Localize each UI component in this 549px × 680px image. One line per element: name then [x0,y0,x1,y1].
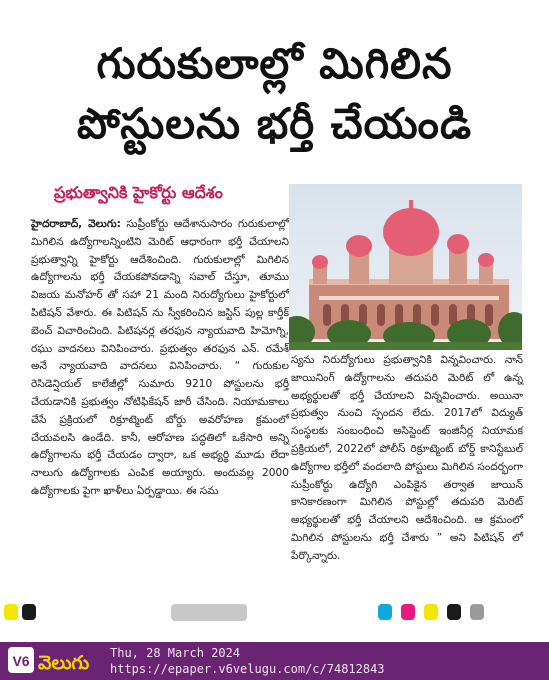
logo-wordmark: వెలుగు [38,652,90,674]
registration-swatch-cyan [378,604,392,620]
registration-swatch-magenta [401,604,415,620]
v6-velugu-logo-icon [8,645,100,677]
body-left-text: సుప్రీంకోర్టు ఆదేశానుసారం గురుకులాల్లో మిగిలిన ఉద్యోగాలన్నింటిని మెరిట్ ఆధారంగా భర్తీ చేయాలని ప్రభుత్వాన్ని హైకోర్టు ఆదేశించింది. గురుకులాల్లో మిగిలిన ఉద్యోగాలను భర్తీ చేయకపోవడాన్ని సవాల్ చేస్తూ, తూము విజయ మనోహర్ తో సహా 21 మంది నిరుద్యోగులు హైకోర్టులో పిటిషన్ వేశారు. ఈ పిటిషన్ ను స్వీకరించిన జస్టిస్ పుల్ల కార్తీక్ బెంచ్ విచారించింది. పిటిషనర్ల తరఫున న్యాయవాది హిమోగ్ని, రఘు వాదనలు వినిపించారు. ప్రభుత్వం తరఫున ఎన్. రమేశ్ అనే న్యాయవాది వాదనలు వినిపించారు. “ గురుకుల రెసిడెన్షియల్ కాలేజీల్లో సుమారు 9210 పోస్టులను భర్తీ చేయడానికి ప్రభుత్వం నోటిఫికేషన్ జారీ చేసింది. నియామకాలు చేసే ప్రక్రియలో రిక్రూట్మెంట్ బోర్డు అవరోహణ క్రమంలో చేయవలసి ఉండేది. కానీ, ఆరోహణ పద్ధతిలో ఒకేసారి అన్ని ఉద్యోగాలను భర్తీ చేయడం ద్వారా, ఒక అభ్యర్థి మూడు లేదా నాలుగు ఉద్యోగాలకు ఎంపిక అయ్యారు. అందువల్ల 2000 ఉద్యోగాలకు పైగా ఖాళీలు ఏర్పడ్డాయి. ఈ సమ [31,218,289,497]
registration-swatch-grey [470,604,484,620]
v6-velugu-logo[interactable] [8,645,100,677]
edition-date: Thu, 28 March 2024 [110,646,241,660]
article-body-left [31,216,289,501]
headline-line-1: గురుకులాల్లో మిగిలిన [96,39,453,88]
registration-swatch-yellow [4,604,18,620]
logo-badge-text: V6 [12,653,30,669]
article-body-right: స్యను నిరుద్యోగులు ప్రభుత్వానికి విన్నవించారు. నాన్ జాయినింగ్ ఉద్యోగాలను తదుపరి మెరిట్ లో ఉన్న అభ్యర్థులతో భర్తీ చేయాలని విన్నవించారు. అయినా ప్రభుత్వం నుంచి స్పందన లేదు. 2017లో విద్యుత్ సంస్థలకు సంబంధించి అసిస్టెంట్ ఇంజినీర్ల నియామక ప్రక్రియలో, 2022లో పోలీస్ రిక్రూట్మెంట్ బోర్డ్ కానిస్టేబుల్ ఉద్యోగాల భర్తీలో వందలాది పోస్టులు మిగిలిన సందర్భంగా సుప్రీంకోర్టు ఉద్యోగి ఎంపికైన తర్వాత జాయిన్ కానికారణంగా మిగిలిన పోస్టుల్లో తదుపరి మెరిట్ అభ్యర్థులతో భర్తీ చేయాలని ఆదేశించింది. ఆ క్రమంలో మిగిలిన పోస్టులను భర్తీ చేశారు ” అని పిటిషన్ లో పేర్కొన్నారు. [291,354,523,562]
epaper-link[interactable]: https://epaper.v6velugu.com/c/74812843 [110,662,385,676]
registration-grey-bar [171,604,247,621]
registration-swatch-yellow-2 [424,604,438,620]
registration-swatch-black [22,604,36,620]
registration-swatch-black-2 [447,604,461,620]
headline [0,34,549,154]
dateline: హైదరాబాద్, వెలుగు: [31,218,121,230]
headline-line-2: పోస్టులను భర్తీ చేయండి [76,99,473,148]
subheadline: ప్రభుత్వానికి హైకోర్టు ఆదేశం [54,183,223,202]
epaper-footer [0,642,549,680]
high-court-building-photo [289,184,522,350]
high-court-building-illustration [289,184,522,350]
